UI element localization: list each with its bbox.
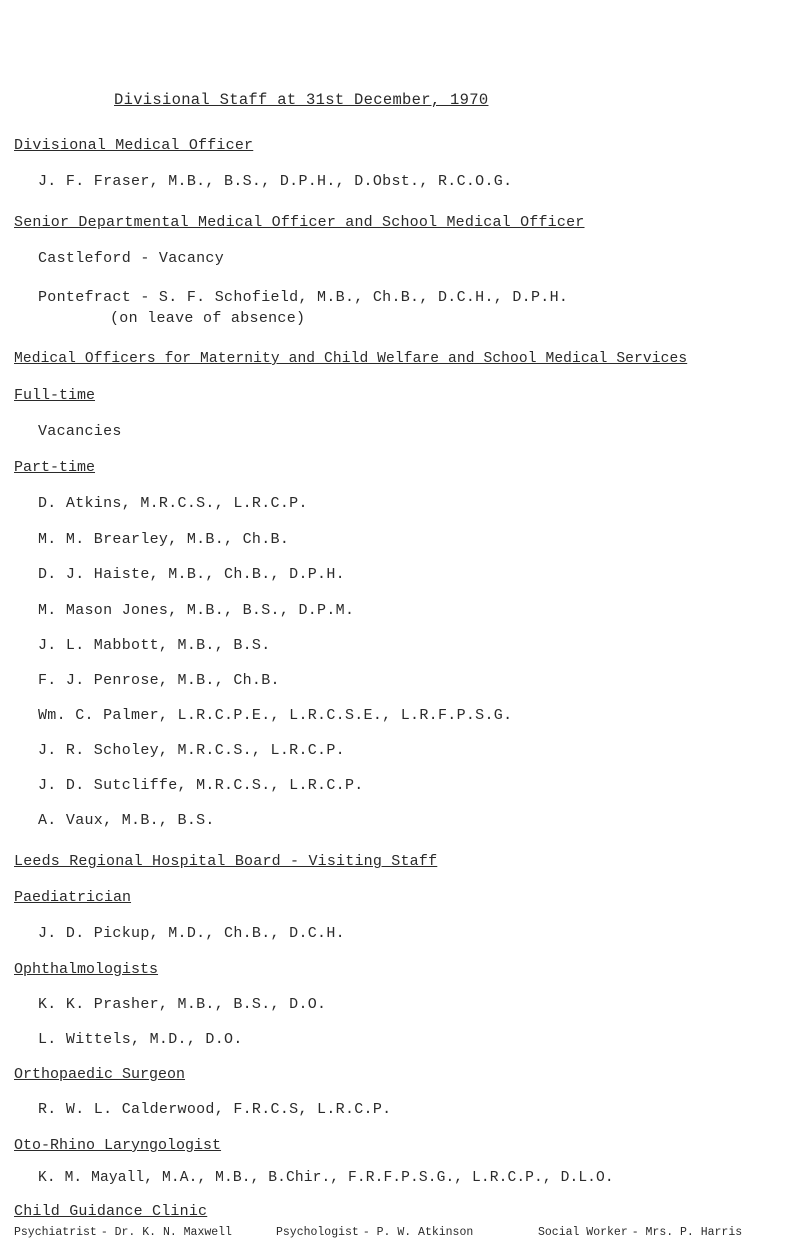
- staff-entry: D. J. Haiste, M.B., Ch.B., D.P.H.: [38, 566, 345, 583]
- staff-entry: L. Wittels, M.D., D.O.: [38, 1031, 243, 1048]
- staff-entry: J. D. Sutcliffe, M.R.C.S., L.R.C.P.: [38, 777, 364, 794]
- staff-entry: Wm. C. Palmer, L.R.C.P.E., L.R.C.S.E., L.R.F.P.S.G.: [38, 707, 513, 724]
- subheading-ophthalmologists: Ophthalmologists: [14, 961, 159, 978]
- staff-entry: D. Atkins, M.R.C.S., L.R.C.P.: [38, 495, 308, 512]
- staff-entry: K. K. Prasher, M.B., B.S., D.O.: [38, 996, 327, 1013]
- section-heading-maternity-child-welfare: Medical Officers for Maternity and Child Welfare and School Medical Services: [14, 351, 688, 367]
- staff-entry: J. L. Mabbott, M.B., B.S.: [38, 637, 271, 654]
- page-title: Divisional Staff at 31st December, 1970: [114, 91, 489, 109]
- section-heading-leeds-regional: Leeds Regional Hospital Board - Visiting Staff: [14, 853, 438, 870]
- subheading-part-time: Part-time: [14, 459, 96, 476]
- staff-entry: J. D. Pickup, M.D., Ch.B., D.C.H.: [38, 925, 345, 942]
- child-guidance-name: - Mrs. P. Harris: [631, 1226, 743, 1239]
- staff-entry: K. M. Mayall, M.A., M.B., B.Chir., F.R.F.P.S.G., L.R.C.P., D.L.O.: [38, 1170, 614, 1186]
- subheading-paediatrician: Paediatrician: [14, 889, 132, 906]
- section-heading-child-guidance: Child Guidance Clinic: [14, 1203, 208, 1220]
- staff-entry: Castleford - Vacancy: [38, 250, 225, 267]
- child-guidance-row: [276, 1226, 473, 1239]
- child-guidance-name: - P. W. Atkinson: [362, 1226, 474, 1239]
- staff-entry: Vacancies: [38, 423, 122, 440]
- child-guidance-role: Social Worker: [538, 1226, 628, 1239]
- staff-entry: J. R. Scholey, M.R.C.S., L.R.C.P.: [38, 742, 345, 759]
- subheading-orthopaedic-surgeon: Orthopaedic Surgeon: [14, 1066, 186, 1083]
- child-guidance-role: Psychiatrist: [14, 1226, 97, 1239]
- staff-entry: F. J. Penrose, M.B., Ch.B.: [38, 672, 280, 689]
- staff-entry: J. F. Fraser, M.B., B.S., D.P.H., D.Obst., R.C.O.G.: [38, 173, 513, 190]
- subheading-full-time: Full-time: [14, 387, 96, 404]
- staff-entry: Pontefract - S. F. Schofield, M.B., Ch.B., D.C.H., D.P.H.: [38, 289, 569, 306]
- staff-note: (on leave of absence): [110, 310, 306, 327]
- subheading-oto-rhino-laryngologist: Oto-Rhino Laryngologist: [14, 1137, 222, 1154]
- child-guidance-name: - Dr. K. N. Maxwell: [100, 1226, 232, 1239]
- staff-entry: R. W. L. Calderwood, F.R.C.S, L.R.C.P.: [38, 1101, 392, 1118]
- child-guidance-role: Psychologist: [276, 1226, 359, 1239]
- staff-entry: A. Vaux, M.B., B.S.: [38, 812, 215, 829]
- staff-entry: M. Mason Jones, M.B., B.S., D.P.M.: [38, 602, 355, 619]
- child-guidance-row: [538, 1226, 742, 1239]
- staff-entry: M. M. Brearley, M.B., Ch.B.: [38, 531, 290, 548]
- child-guidance-row: [14, 1226, 232, 1239]
- section-heading-senior-departmental: Senior Departmental Medical Officer and School Medical Officer: [14, 214, 585, 231]
- section-heading-divisional-medical-officer: Divisional Medical Officer: [14, 137, 254, 154]
